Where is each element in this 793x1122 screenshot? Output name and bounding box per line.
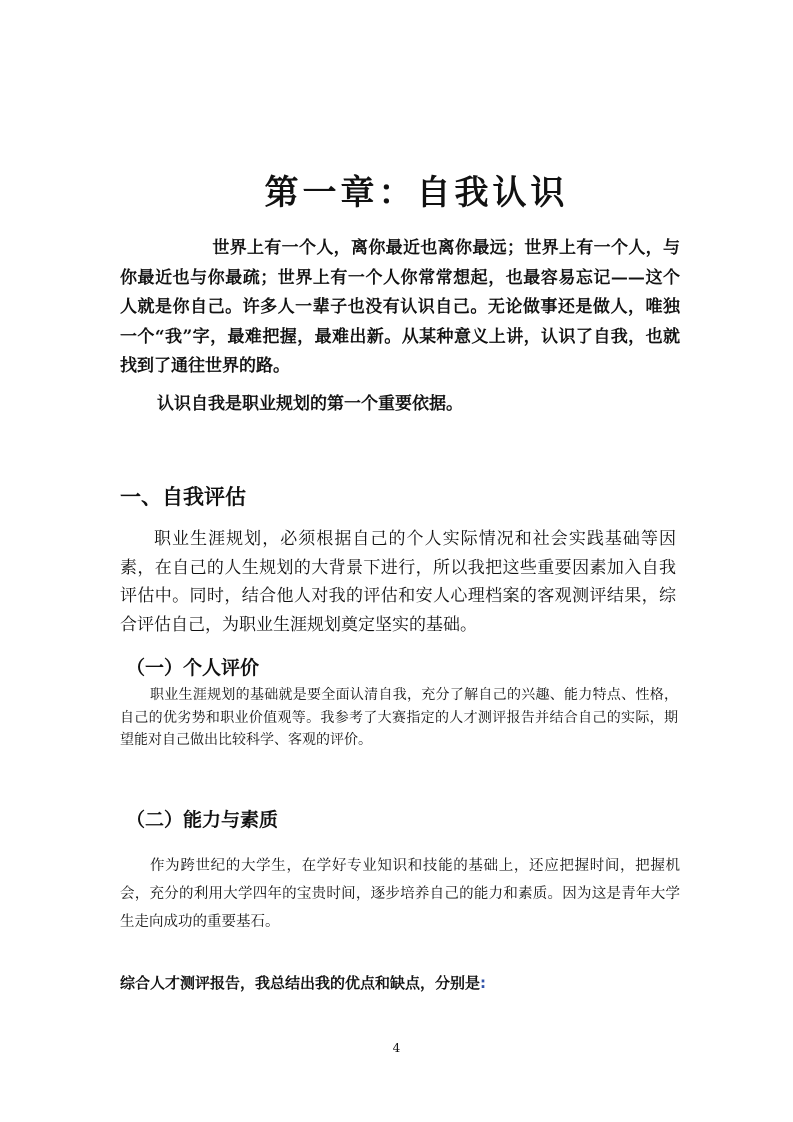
page-number: 4 xyxy=(392,1041,401,1055)
summary-line xyxy=(120,972,486,993)
intro-paragraph xyxy=(120,234,680,382)
intro-statement: 认识自我是职业规划的第一个重要依据。 xyxy=(157,394,463,414)
section-paragraph-self-assessment: 职业生涯规划，必须根据自己的个人实际情况和社会实践基础等因素，在自己的人生规划的大背景下进行，所以我把这些重要因素加入自我评估中。同时，结合他人对我的评估和安人心理档案的客观测评结果，综合评估自己，为职业生涯规划奠定坚实的基础。 xyxy=(120,529,676,635)
subsection-paragraph-personal-evaluation: 职业生涯规划的基础就是要全面认清自我，充分了解自己的兴趣、能力特点、性格，自己的优劣势和职业价值观等。我参考了大赛指定的人才测评报告并结合自己的实际，期望能对自己做出比较科学、客观的评价。 xyxy=(120,687,678,748)
subsection-paragraph-ability-quality: 作为跨世纪的大学生，在学好专业知识和技能的基础上，还应把握时间，把握机会，充分的利用大学四年的宝贵时间，逐步培养自己的能力和素质。因为这是青年大学生走向成功的重要基石。 xyxy=(120,858,680,930)
section-heading-self-assessment: 一、自我评估 xyxy=(120,485,246,509)
summary-text: 综合人才测评报告，我总结出我的优点和缺点，分别是 xyxy=(120,974,481,992)
intro-paragraph-text: 世界上有一个人，离你最近也离你最远；世界上有一个人，与你最近也与你最疏；世界上有一个人你常常想起，也最容易忘记——这个人就是你自己。许多人一辈子也没有认识自己。无论做事还是做人，唯独一个“我”字，最难把握，最难出新。从某种意义上讲，认识了自我，也就找到了通往世界的路。 xyxy=(120,238,680,376)
subsection-heading-personal-evaluation: （一）个人评价 xyxy=(126,657,260,679)
chapter-title: 第一章：自我认识 xyxy=(264,172,569,213)
subsection-heading-ability-quality: （二）能力与素质 xyxy=(126,809,279,831)
summary-colon: : xyxy=(480,974,487,992)
